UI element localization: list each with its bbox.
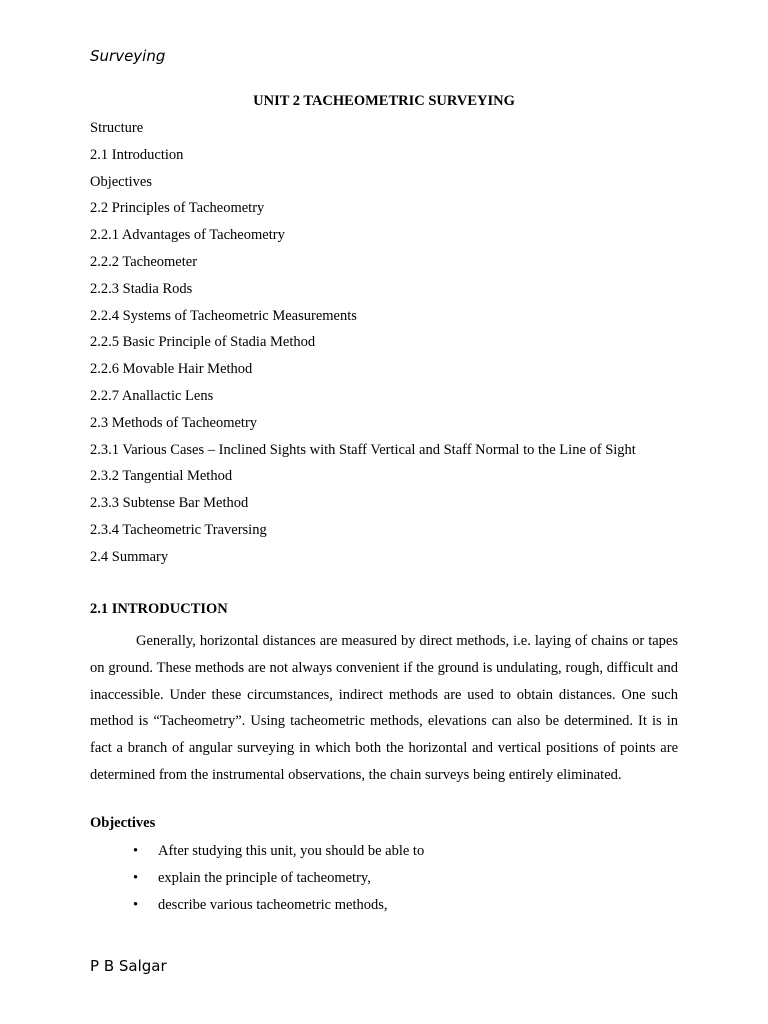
bullet-icon: •	[133, 896, 139, 913]
introduction-heading: 2.1 INTRODUCTION	[90, 601, 228, 617]
objective-text: describe various tacheometric methods,	[158, 896, 388, 913]
bullet-icon: •	[133, 869, 139, 886]
toc-item: Structure	[90, 120, 144, 136]
introduction-paragraph: Generally, horizontal distances are measured by direct methods, i.e. laying of chains or tapes on ground. These methods are not always convenient if the ground is undulating, rough, difficult and inaccessible. Under these circumstances, indirect methods are used to obtain distances. One such method is “Tacheometry”. Using tacheometric methods, elevations can also be determined. It is in fact a branch of angular surveying in which both the horizontal and vertical positions of points are determined from the instrumental observations, the chain surveys being entirely eliminated.	[90, 633, 678, 783]
objective-text: After studying this unit, you should be able to	[158, 843, 425, 859]
toc-item: 2.1 Introduction	[90, 146, 184, 163]
toc-item: 2.3.3 Subtense Bar Method	[90, 495, 249, 512]
running-header: Surveying	[90, 47, 166, 65]
bullet-icon: •	[133, 843, 139, 859]
toc-item: 2.4 Summary	[90, 548, 169, 565]
toc-item: 2.2.1 Advantages of Tacheometry	[90, 227, 285, 244]
unit-title: UNIT 2 TACHEOMETRIC SURVEYING	[253, 93, 515, 109]
toc-item: 2.2.2 Tacheometer	[90, 253, 198, 270]
toc-item: Objectives	[90, 173, 153, 190]
objective-text: explain the principle of tacheometry,	[158, 869, 371, 886]
toc-item: 2.2.6 Movable Hair Method	[90, 361, 253, 378]
toc-item: 2.2.5 Basic Principle of Stadia Method	[90, 334, 316, 351]
toc-item: 2.3.4 Tacheometric Traversing	[90, 521, 267, 538]
table-of-contents	[90, 119, 636, 575]
toc-item: 2.2.3 Stadia Rods	[90, 280, 193, 297]
toc-item: 2.3.2 Tangential Method	[90, 468, 233, 485]
toc-item: 2.2 Principles of Tacheometry	[90, 200, 265, 217]
toc-item: 2.2.4 Systems of Tacheometric Measurements	[90, 307, 357, 324]
toc-item: 2.3 Methods of Tacheometry	[90, 414, 258, 431]
objectives-heading: Objectives	[90, 815, 156, 831]
running-footer: P B Salgar	[90, 957, 167, 975]
toc-item: 2.3.1 Various Cases – Inclined Sights with Staff Vertical and Staff Normal to the Line of Sight	[90, 441, 636, 458]
toc-item: 2.2.7 Anallactic Lens	[90, 387, 214, 404]
